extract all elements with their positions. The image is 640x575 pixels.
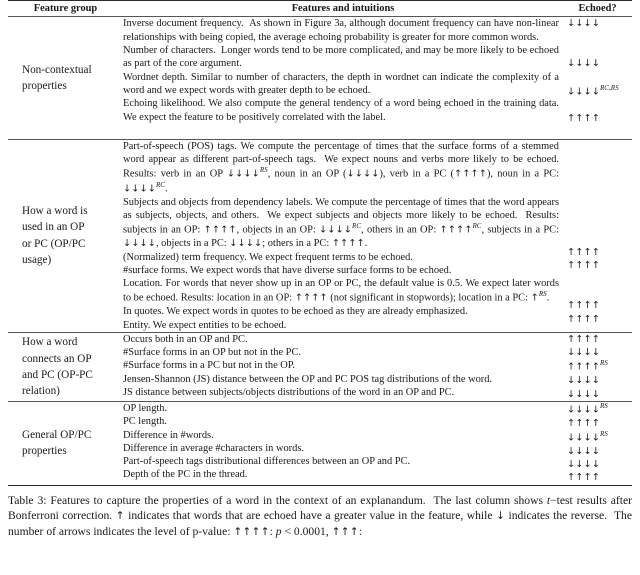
list-item [563, 273, 632, 300]
arrow-glyphs: ↓↓↓↓ [567, 18, 600, 30]
echoed-value [563, 458, 632, 471]
feature-description: Subjects and objects from dependency labels. We compute the percentage of times that the word appears as subjects, objects, and others. We expect subjects and objects more likely to be echoed. Results: subjects in an OP: ↑↑↑↑, objects in an OP: ↓↓↓↓$^{RC}$, others in an OP: ↑↑↑↑$^{RC}$, subjects in a PC: ↓↓↓↓, objects in a PC: ↓↓↓↓; others in a PC: ↑↑↑↑. [123, 196, 559, 250]
feature-description: #Surface forms in an OP but not in the PC. [123, 347, 301, 359]
feature-description: Difference in average #characters in words. [123, 442, 304, 454]
table-row [8, 140, 632, 333]
list-item [123, 140, 563, 196]
echoed-value [563, 112, 632, 125]
echoed-value [563, 471, 632, 484]
list-item [123, 359, 563, 372]
group-label-op-pc-relation: How a word connects an OP and PC (OP-PC relation) [22, 336, 93, 398]
list-item [563, 333, 632, 346]
list-item [563, 402, 632, 417]
list-item [123, 251, 563, 264]
feature-description: Number of characters. Longer words tend to be more complicated, and may be more likely to be echoed as part of the core argument. [123, 44, 559, 70]
arrow-glyphs: ↑↑↑↑ [567, 417, 600, 429]
table-header-row [8, 1, 632, 17]
table-row [8, 333, 632, 402]
feature-description: #surface forms. We expect words that have diverse surface forms to be echoed. [123, 264, 452, 276]
arrow-glyphs: ↑↑↑↑ [567, 472, 600, 484]
feature-description: #Surface forms in a PC but not in the OP. [123, 360, 296, 372]
arrow-glyphs: ↓↓↓↓ [567, 58, 600, 70]
group-descriptions [123, 17, 563, 139]
list-item [123, 277, 563, 305]
arrow-glyphs: ↑↑↑↑ [567, 361, 600, 373]
list-item [563, 313, 632, 326]
arrow-glyphs: ↓↓↓↓ [567, 445, 600, 457]
feature-description: Echoing likelihood. We also compute the general tendency of a word being echoed in the training data. We expect the feature to be positively correlated with the label. [123, 98, 559, 123]
table-row [8, 402, 632, 485]
echoed-value [563, 374, 632, 387]
list-item [123, 333, 563, 346]
list-item [563, 140, 632, 193]
table-row [8, 17, 632, 139]
list-item [563, 471, 632, 484]
header-echoed: Echoed? [578, 3, 617, 14]
list-item [563, 374, 632, 387]
list-item [123, 415, 563, 428]
echoed-value [563, 299, 632, 312]
feature-description: Inverse document frequency. As shown in Figure 3a, although document frequency can have non-linear relationships with being copied, the average echoing probability is greater for more common words. [123, 18, 559, 43]
list-item [563, 458, 632, 471]
echoed-value [563, 57, 632, 70]
list-item [123, 386, 563, 399]
caption-label: Table 3 [8, 493, 44, 507]
list-item [563, 430, 632, 445]
arrow-glyphs: ↓↓↓↓ [567, 404, 600, 416]
list-item [563, 259, 632, 272]
feature-description: Occurs both in an OP and PC. [123, 333, 248, 345]
list-item [123, 429, 563, 442]
arrow-glyphs: ↑↑↑↑ [567, 247, 600, 259]
list-item [563, 299, 632, 312]
list-item [123, 97, 563, 124]
list-item [563, 112, 632, 139]
significance-marker: RS [599, 359, 608, 368]
list-item [123, 468, 563, 481]
arrow-glyphs: ↑↑↑↑ [567, 333, 600, 345]
group-descriptions [123, 402, 563, 485]
list-item [563, 346, 632, 359]
feature-description: (Normalized) term frequency. We expect frequent terms to be echoed. [123, 251, 413, 263]
arrow-glyphs: ↑↑↑↑ [567, 300, 600, 312]
list-item [123, 455, 563, 468]
echoed-value [563, 259, 632, 272]
feature-description: Jensen-Shannon (JS) distance between the OP and PC POS tag distributions of the word. [123, 373, 493, 385]
features-table [8, 0, 632, 486]
arrow-glyphs: ↑↑↑↑ [567, 260, 600, 272]
significance-marker: RS [599, 429, 608, 438]
feature-description: In quotes. We expect words in quotes to be echoed as they are already emphasized. [123, 306, 468, 318]
table-caption: Table 3: Features to capture the properties of a word in the context of an explanandum. The last column shows t−test results after Bonferroni correction. ↑ indicates that words that are echoed have a greater value in the feature, while ↓ indicates the reverse. The number of arrows indicates the level of p-value: ↑↑↑↑: p < 0.0001, ↑↑↑: [8, 493, 632, 538]
list-item [123, 373, 563, 386]
header-feature-group: Feature group [33, 3, 98, 14]
arrow-glyphs: ↑↑↑↑ [567, 313, 600, 325]
table-bottom-rule [8, 485, 632, 486]
list-item [563, 84, 632, 112]
group-descriptions [123, 333, 563, 402]
list-item [563, 246, 632, 259]
arrow-glyphs: ↓↓↓↓ [567, 86, 600, 98]
group-label-op-pc-usage: How a word is used in an OP or PC (OP/PC usage) [22, 205, 88, 266]
group-descriptions [123, 140, 563, 333]
echoed-value [563, 402, 632, 417]
group-label-general-op-pc: General OP/PC properties [22, 429, 92, 458]
group-echoed-values [563, 333, 632, 402]
list-item [123, 402, 563, 415]
group-echoed-values [563, 140, 632, 333]
feature-description: Depth of the PC in the thread. [123, 469, 248, 481]
feature-description: PC length. [123, 416, 167, 428]
feature-description: Difference in #words. [123, 429, 214, 441]
list-item [123, 17, 563, 44]
table-body [8, 1, 632, 486]
group-label-non-contextual: Non-contextual properties [22, 63, 92, 92]
feature-description: Part-of-speech (POS) tags. We compute the percentage of times that the surface forms of a stemmed word appear as different part-of-speech tags. We expect nouns and verbs more likely to be echoed. Results: verb in an OP ↓↓↓↓$^{RS}$, noun in an OP (↓↓↓↓), verb in a PC (↑↑↑↑), noun in a PC: ↓↓↓↓$^{RC}$. [123, 140, 559, 195]
feature-description: Part-of-speech tags distributional differences between an OP and PC. [123, 456, 411, 468]
significance-marker: RS [599, 401, 608, 410]
list-item [123, 442, 563, 455]
arrow-glyphs: ↓↓↓↓ [567, 432, 600, 444]
arrow-glyphs: ↓↓↓↓ [567, 388, 600, 400]
group-echoed-values [563, 402, 632, 485]
echoed-value [563, 359, 632, 374]
list-item [563, 445, 632, 458]
list-item [563, 417, 632, 430]
list-item [123, 196, 563, 251]
list-item [123, 346, 563, 359]
significance-marker: RC,RS [599, 83, 619, 92]
echoed-value [563, 84, 632, 99]
arrow-glyphs: ↑↑↑↑ [567, 112, 600, 124]
arrow-glyphs: ↓↓↓↓ [567, 347, 600, 359]
echoed-value [563, 430, 632, 445]
feature-description: Location. For words that never show up in an OP or PC, the default value is 0.5. We expect later words to be echoed. Results: location in an OP: ↑↑↑↑ (not significant in stopwords); location in a PC: ↑$^{RS}$. [123, 278, 559, 304]
header-features-intuitions: Features and intuitions [291, 3, 395, 14]
feature-description: Wordnet depth. Similar to number of characters, the depth in wordnet can indicate the complexity of a word and we expect words with greater depth to be echoed. [123, 71, 559, 96]
list-item [123, 319, 563, 332]
echoed-value [563, 333, 632, 346]
list-item [563, 193, 632, 246]
feature-description: Entity. We expect entities to be echoed. [123, 319, 287, 331]
echoed-value [563, 246, 632, 259]
list-item [123, 305, 563, 318]
echoed-value [563, 445, 632, 458]
list-item [563, 57, 632, 84]
feature-description: JS distance between subjects/objects distributions of the word in an OP and PC. [123, 387, 455, 399]
echoed-value [563, 313, 632, 326]
list-item [123, 264, 563, 277]
feature-description: OP length. [123, 402, 168, 414]
echoed-value [563, 346, 632, 359]
arrow-glyphs: ↓↓↓↓ [567, 459, 600, 471]
list-item [563, 388, 632, 401]
group-echoed-values [563, 17, 632, 139]
echoed-value [563, 388, 632, 401]
list-item [563, 359, 632, 374]
list-item [563, 17, 632, 57]
arrow-glyphs: ↓↓↓↓ [567, 375, 600, 387]
echoed-value [563, 417, 632, 430]
echoed-value [563, 17, 632, 30]
list-item [123, 71, 563, 98]
list-item [123, 44, 563, 71]
